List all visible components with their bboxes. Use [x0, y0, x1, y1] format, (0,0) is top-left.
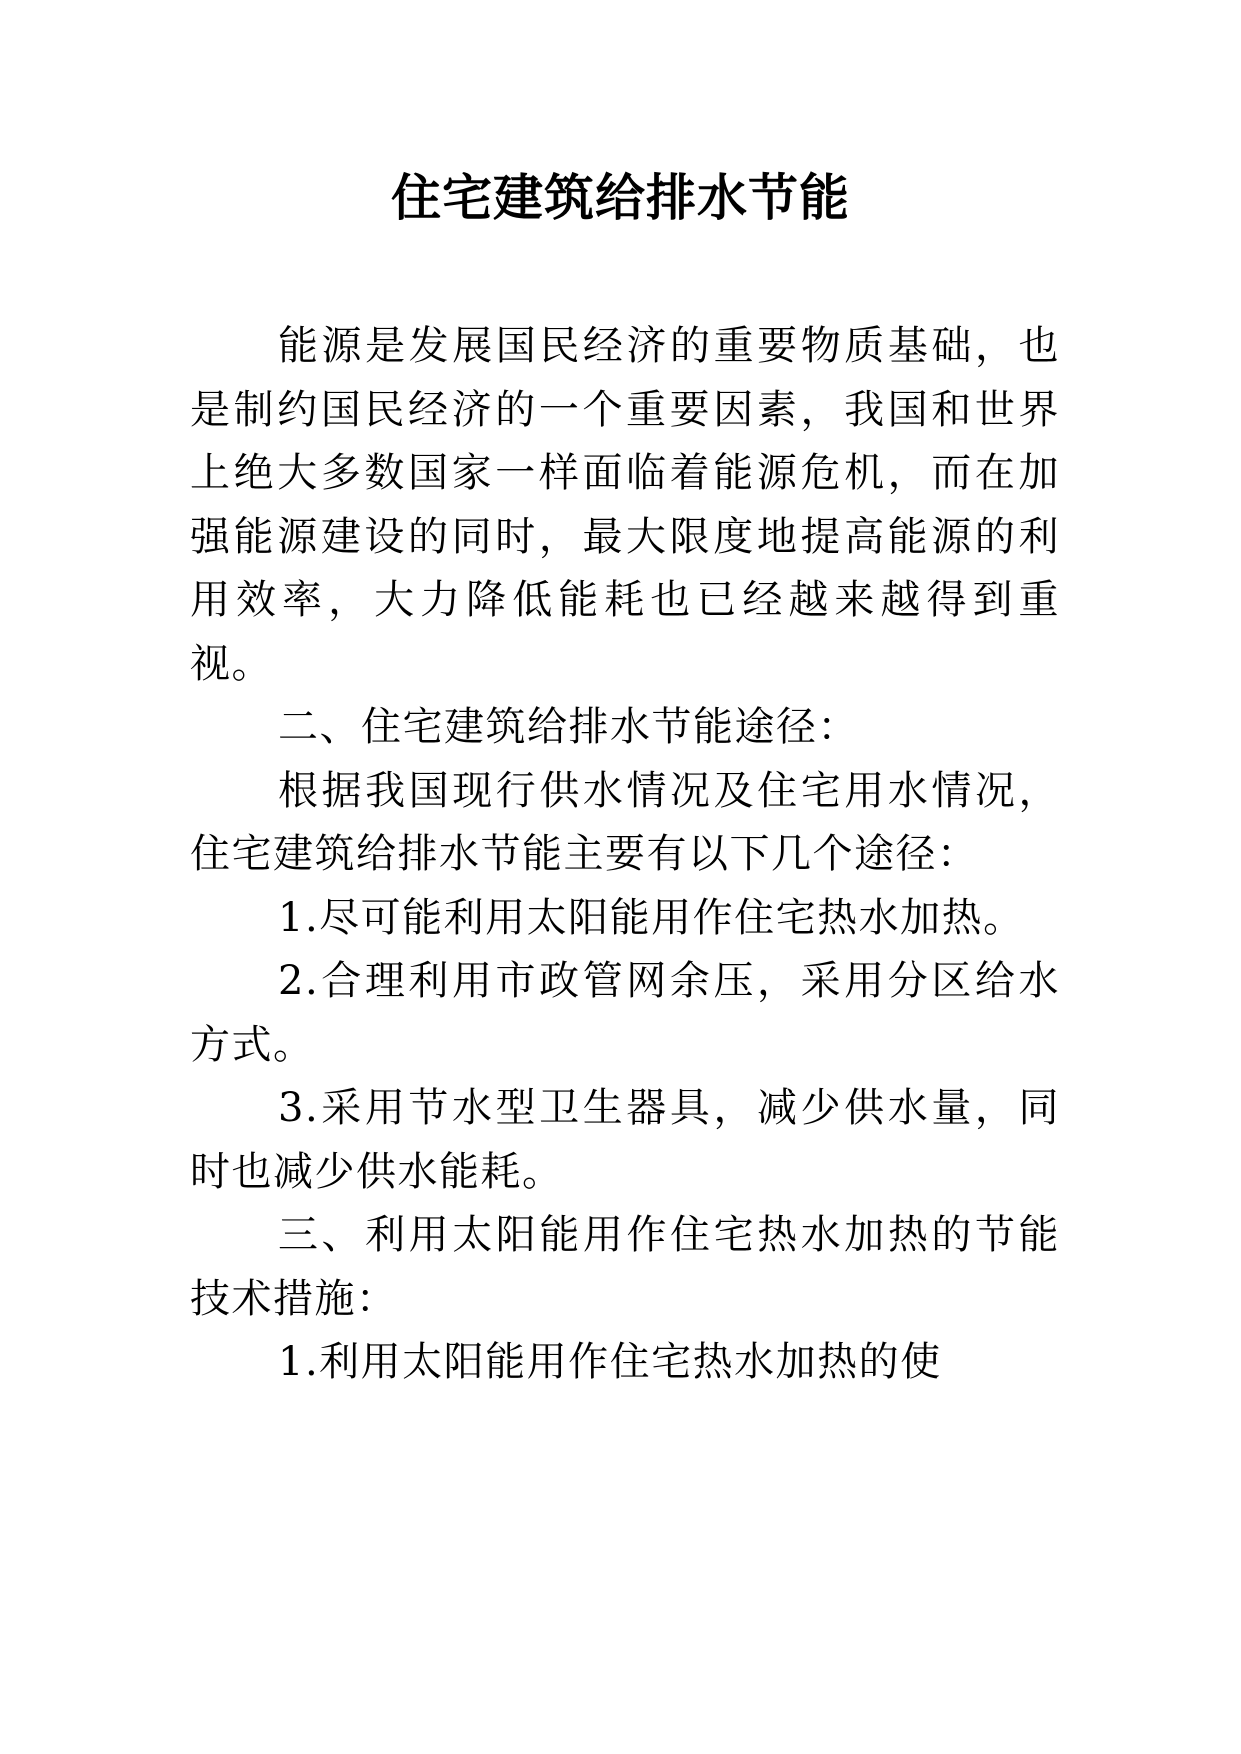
list-item-1: 1.尽可能利用太阳能用作住宅热水加热。 — [278, 894, 1025, 941]
document-body — [190, 315, 1060, 1395]
heading-section-3: 三、利用太阳能用作住宅热水加热的节能技术措施： — [190, 1212, 1060, 1322]
heading-section-2: 二、住宅建筑给排水节能途径： — [278, 704, 859, 750]
list-item-2: 2.合理利用市政管网余压，采用分区给水方式。 — [190, 958, 1060, 1068]
paragraph-intro: 能源是发展国民经济的重要物质基础，也是制约国民经济的一个重要因素，我国和世界上绝大多数国家一样面临着能源危机，而在加强能源建设的同时，最大限度地提高能源的利用效率，大力降低能耗也已经越来越得到重视。 — [190, 323, 1060, 687]
document-title: 住宅建筑给排水节能 — [391, 169, 850, 227]
paragraph-section-2: 根据我国现行供水情况及住宅用水情况，住宅建筑给排水节能主要有以下几个途径： — [190, 767, 1060, 877]
list-item-section-3-1: 1.利用太阳能用作住宅热水加热的使 — [278, 1339, 942, 1385]
list-item-3: 3.采用节水型卫生器具，减少供水量，同时也减少供水能耗。 — [190, 1085, 1060, 1195]
